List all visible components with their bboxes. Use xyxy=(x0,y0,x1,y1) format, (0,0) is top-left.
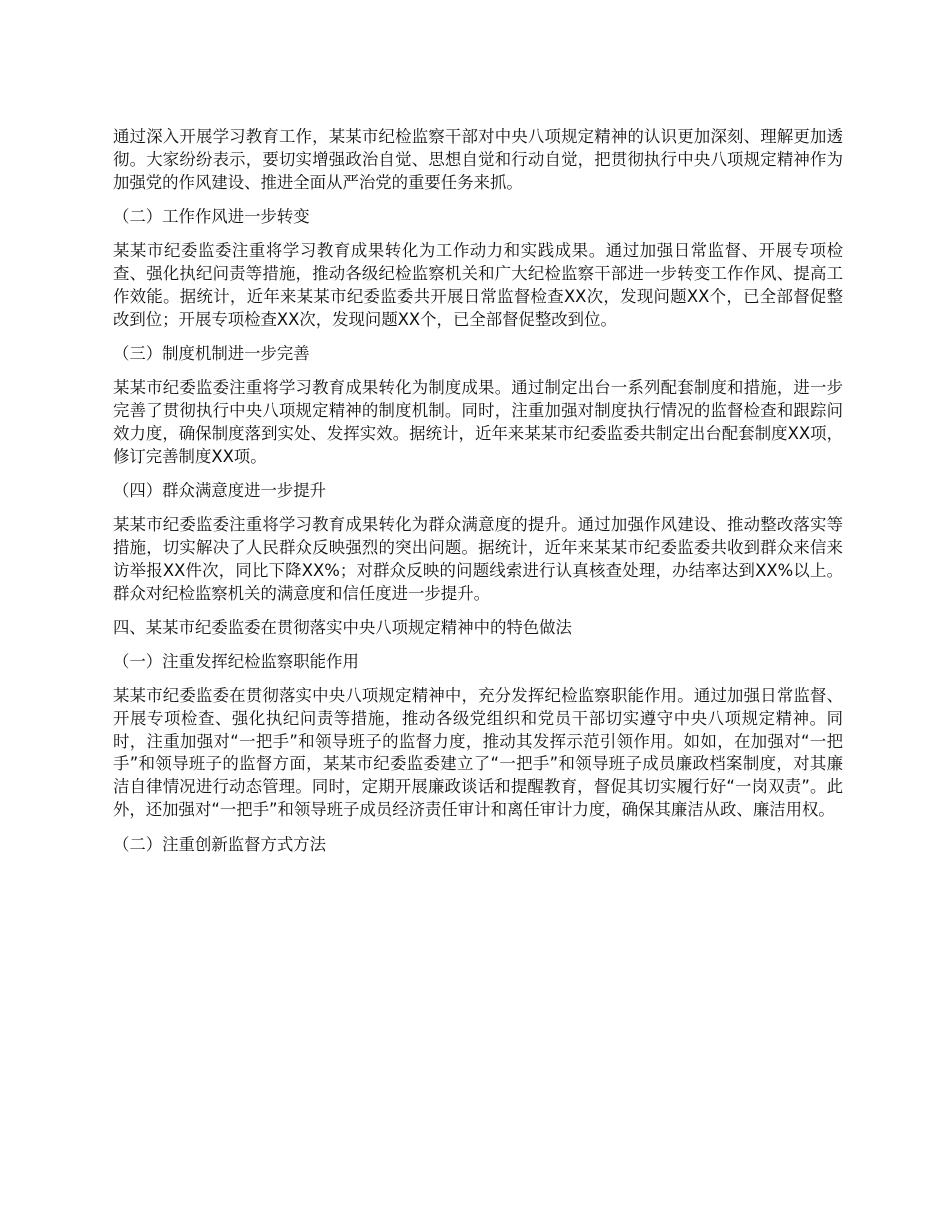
paragraph-institution: 某某市纪委监委注重将学习教育成果转化为制度成果。通过制定出台一系列配套制度和措施，进一步完善了贯彻执行中央八项规定精神的制度机制。同时，注重加强对制度执行情况的监督检查和跟踪问效力度，确保制度落到实处、发挥实效。据统计，近年来某某市纪委监委共制定出台配套制度XX项，修订完善制度XX项。 xyxy=(113,378,843,466)
paragraph-work-style: 某某市纪委监委注重将学习教育成果转化为工作动力和实践成果。通过加强日常监督、开展专项检查、强化执纪问责等措施，推动各级纪检监察机关和广大纪检监察干部进一步转变工作作风、提高工作效能。据统计，近年来某某市纪委监委共开展日常监督检查XX次，发现问题XX个，已全部督促整改到位；开展专项检查XX次，发现问题XX个，已全部督促整改到位。 xyxy=(113,241,843,329)
paragraph-supervision-role: 某某市纪委监委在贯彻落实中央八项规定精神中，充分发挥纪检监察职能作用。通过加强日常监督、开展专项检查、强化执纪问责等措施，推动各级党组织和党员干部切实遵守中央八项规定精神。同时，注重加强对“一把手”和领导班子的监督力度，推动其发挥示范引领作用。如如，在加强对“一把手”和领导班子的监督方面，某某市纪委监委建立了“一把手”和领导班子成员廉政档案制度，对其廉洁自律情况进行动态管理。同时，定期开展廉政谈话和提醒教育，督促其切实履行好“一岗双责”。此外，还加强对“一把手”和领导班子成员经济责任审计和离任审计力度，确保其廉洁从政、廉洁用权。 xyxy=(113,685,843,819)
heading-work-style: （二）工作作风进一步转变 xyxy=(113,207,310,227)
section-title-featured-practices: 四、某某市纪委监委在贯彻落实中央八项规定精神中的特色做法 xyxy=(113,618,572,638)
paragraph-intro: 通过深入开展学习教育工作，某某市纪检监察干部对中央八项规定精神的认识更加深刻、理解更加透彻。大家纷纷表示，要切实增强政治自觉、思想自觉和行动自觉，把贯彻执行中央八项规定精神作为加强党的作风建设、推进全面从严治党的重要任务来抓。 xyxy=(113,127,843,192)
heading-supervision-role: （一）注重发挥纪检监察职能作用 xyxy=(113,652,359,672)
paragraph-satisfaction: 某某市纪委监委注重将学习教育成果转化为群众满意度的提升。通过加强作风建设、推动整改落实等措施，切实解决了人民群众反映强烈的突出问题。据统计，近年来某某市纪委监委共收到群众来信来访举报XX件次，同比下降XX%；对群众反映的问题线索进行认真核查处理，办结率达到XX%以上。群众对纪检监察机关的满意度和信任度进一步提升。 xyxy=(113,515,843,603)
heading-institution: （三）制度机制进一步完善 xyxy=(113,344,310,364)
heading-innovation: （二）注重创新监督方式方法 xyxy=(113,834,327,854)
document-page xyxy=(113,126,843,857)
heading-satisfaction: （四）群众满意度进一步提升 xyxy=(113,481,327,501)
